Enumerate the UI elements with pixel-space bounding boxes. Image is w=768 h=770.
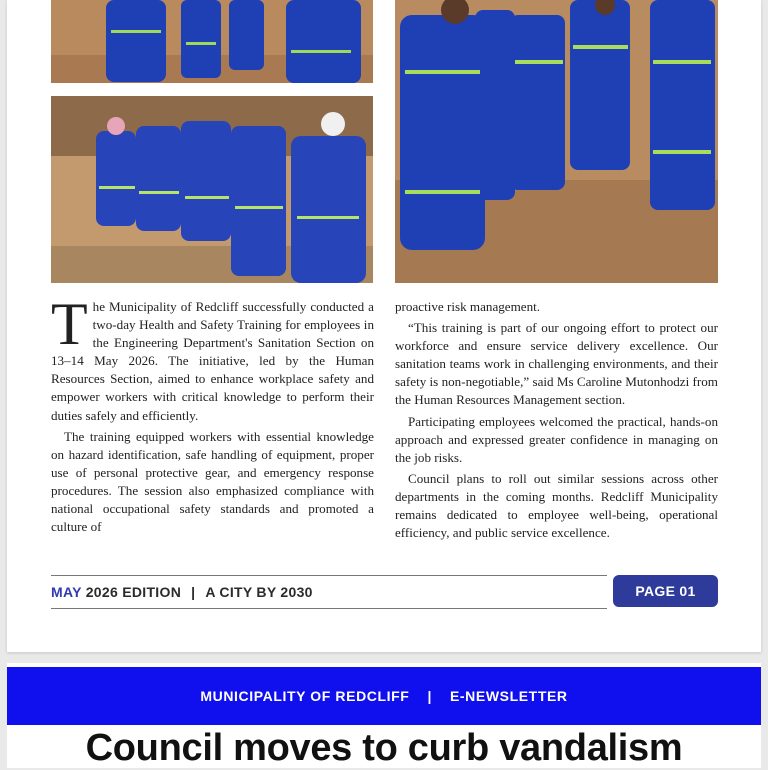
workers-seated-photo [51,96,373,283]
next-page [7,663,761,768]
workers-group-photo [395,0,718,283]
banner-publication: E-NEWSLETTER [449,688,568,704]
workers-standing-photo [51,0,373,83]
edition-month: MAY [51,584,82,600]
article-paragraph: The Municipality of Redcliff successfully conducted a two-day Health and Safety Training for employees in the Engineering Department's Sanitation Section on 13–14 May 2026. The initiative, led by the Human Resources Section, aimed to enhance workplace safety and empower workers with critical knowledge to perform their duties safely and efficiently. [51,291,374,423]
edition-footer [51,575,607,609]
banner-organization: MUNICIPALITY OF REDCLIFF [200,688,410,704]
slogan: A CITY BY 2030 [205,584,313,600]
article-paragraph: “This training is part of our ongoing effort to protect our workforce and ensure service delivery excellence. Our sanitation teams work in challenging environments, and their safety is non-negotiable,” said Ms Caroline Mutonhodzi from the Human Resources Management section. [395,320,718,408]
article-paragraph: Participating employees welcomed the practical, hands-on approach and expressed greater confidence in managing on the job risks. [395,413,718,465]
article-paragraph: proactive risk management. [395,299,541,314]
dropcap: T [51,291,88,357]
page-number-badge: PAGE 01 [613,575,718,607]
article-column-right [395,298,718,545]
article-headline: Council moves to curb vandalism [85,727,683,769]
article-column-left [51,291,374,539]
newsletter-page [7,0,761,652]
footer-separator: | [191,584,196,600]
article-paragraph: The training equipped workers with essential knowledge on hazard identification, safe handling of equipment, proper use of personal protective gear, and emergency response procedures. The session also emphasized compliance with national occupational safety standards and promoted a culture of [51,428,374,535]
article-paragraph: Council plans to roll out similar sessions across other departments in the coming months. Redcliff Municipality remains dedicated to employee well-being, operational efficiency, and public service excellence. [395,470,718,541]
banner-separator: | [427,688,432,704]
newsletter-banner [7,667,761,725]
edition-label: 2026 EDITION [85,584,182,600]
